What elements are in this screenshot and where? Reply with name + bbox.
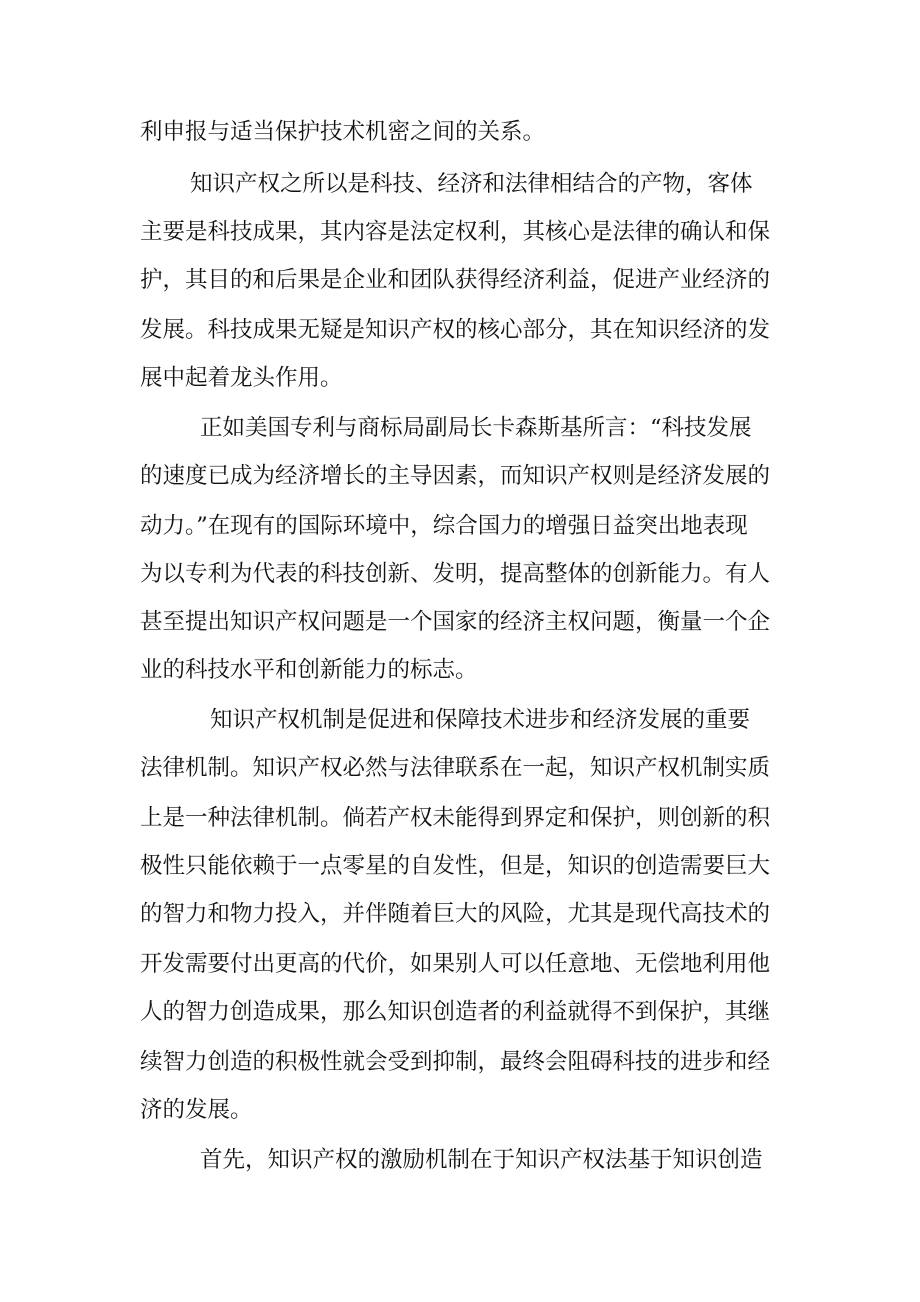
- paragraph-first-line: 知识产权机制是促进和保障技术进步和经济发展的重要: [210, 707, 751, 733]
- text-line: 发展。科技成果无疑是知识产权的核心部分，其在知识经济的发: [140, 317, 771, 343]
- text-line: 主要是科技成果，其内容是法定权利，其核心是法律的确认和保: [140, 219, 771, 245]
- paragraph-first-line: 首先，知识产权的激励机制在于知识产权法基于知识创造: [200, 1147, 763, 1173]
- text-line: 利申报与适当保护技术机密之间的关系。: [140, 119, 546, 145]
- text-line: 续智力创造的积极性就会受到抑制，最终会阻碍科技的进步和经: [140, 1049, 771, 1075]
- text-line: 为以专利为代表的科技创新、发明，提高整体的创新能力。有人: [140, 561, 771, 587]
- text-line: 展中起着龙头作用。: [140, 365, 343, 391]
- text-line: 济的发展。: [140, 1097, 253, 1123]
- text-line: 护，其目的和后果是企业和团队获得经济利益，促进产业经济的: [140, 267, 771, 293]
- text-line: 上是一种法律机制。倘若产权未能得到界定和保护，则创新的积: [140, 805, 771, 831]
- text-line: 的智力和物力投入，并伴随着巨大的风险，尤其是现代高技术的: [140, 901, 771, 927]
- text-line: 人的智力创造成果，那么知识创造者的利益就得不到保护，其继: [140, 999, 771, 1025]
- text-line: 甚至提出知识产权问题是一个国家的经济主权问题，衡量一个企: [140, 609, 771, 635]
- paragraph-first-line: 知识产权之所以是科技、经济和法律相结合的产物，客体: [190, 171, 753, 197]
- paragraph-first-line: 正如美国专利与商标局副局长卡森斯基所言：“科技发展: [200, 415, 752, 441]
- text-line: 法律机制。知识产权必然与法律联系在一起，知识产权机制实质: [140, 755, 771, 781]
- text-line: 极性只能依赖于一点零星的自发性，但是，知识的创造需要巨大: [140, 853, 771, 879]
- text-line: 开发需要付出更高的代价，如果别人可以任意地、无偿地利用他: [140, 951, 771, 977]
- text-line: 动力。”在现有的国际环境中，综合国力的增强日益突出地表现: [140, 513, 748, 539]
- text-line: 的速度已成为经济增长的主导因素，而知识产权则是经济发展的: [140, 463, 771, 489]
- text-line: 业的科技水平和创新能力的标志。: [140, 657, 478, 683]
